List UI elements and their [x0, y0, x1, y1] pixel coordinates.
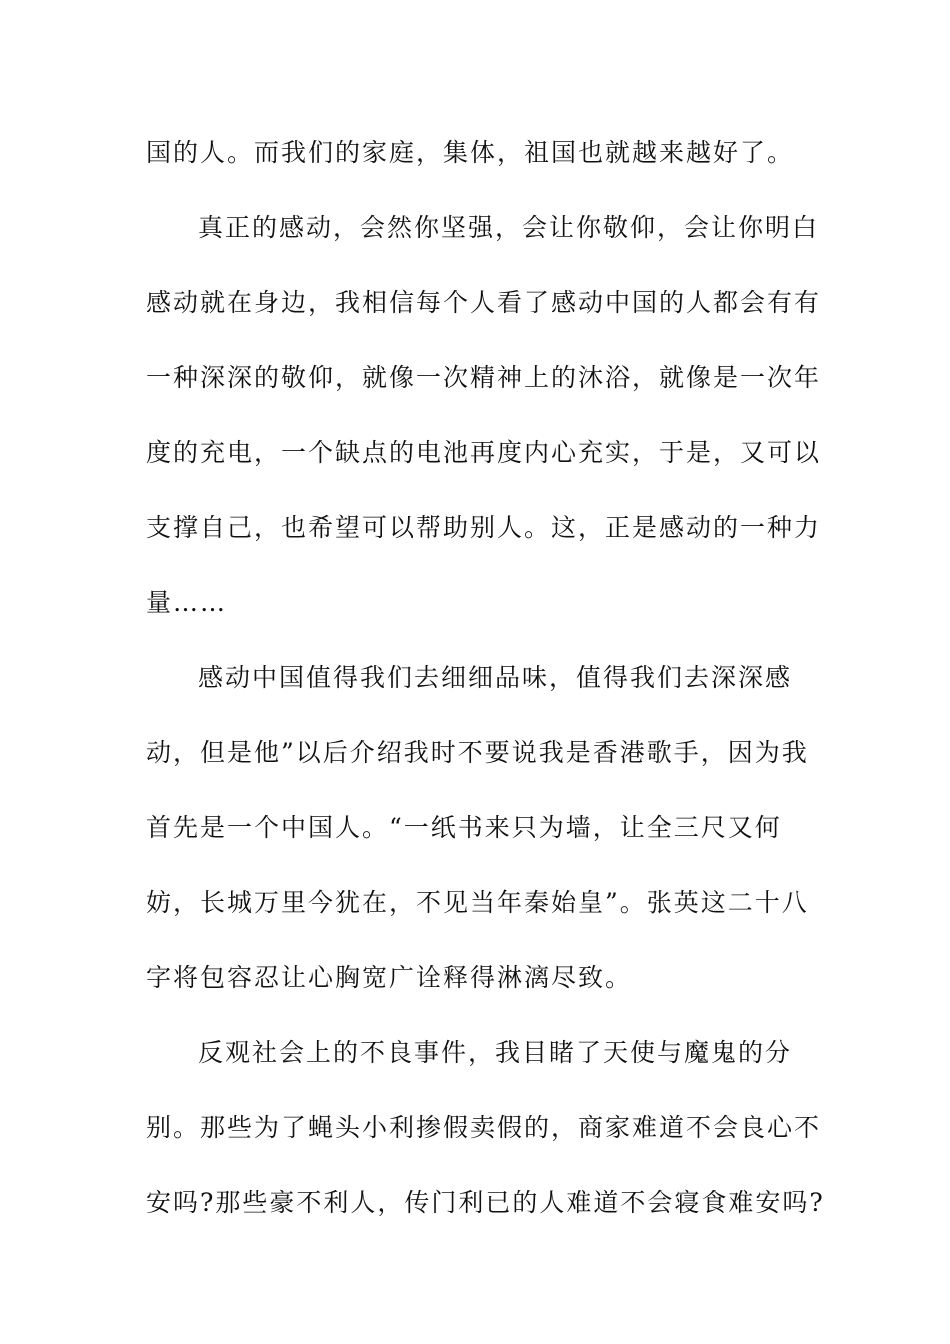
- paragraph-3: [146, 656, 809, 1031]
- text-line: 一种深深的敬仰，就像一次精神上的沐浴，就像是一次年: [146, 363, 822, 392]
- text-line: 感动就在身边，我相信每个人看了感动中国的人都会有有: [146, 288, 822, 317]
- text-line: 国的人。而我们的家庭，集体，祖国也就越来越好了。: [146, 138, 795, 167]
- text-line: 字将包容忍让心胸宽广诠释得淋漓尽致。: [146, 963, 633, 992]
- text-line: 别。那些为了蝇头小利掺假卖假的，商家难道不会良心不: [146, 1113, 822, 1142]
- document-body: [146, 131, 825, 1256]
- text-line: 量……: [146, 588, 228, 617]
- paragraph-2: [146, 206, 822, 656]
- text-line: 度的充电，一个缺点的电池再度内心充实，于是，又可以: [146, 438, 822, 467]
- paragraph-1: [146, 131, 795, 206]
- text-line: 妨，长城万里今犹在，不见当年秦始皇”。张英这二十八: [146, 888, 809, 917]
- text-line: 真正的感动，会然你坚强，会让你敬仰，会让你明白: [198, 213, 820, 242]
- text-line: 感动中国值得我们去细细品味，值得我们去深深感: [198, 663, 793, 692]
- text-line: 反观社会上的不良事件，我目睹了天使与魔鬼的分: [198, 1038, 793, 1067]
- text-line: 支撑自己，也希望可以帮助别人。这，正是感动的一种力: [146, 513, 822, 542]
- paragraph-4: [146, 1031, 825, 1256]
- text-line: 首先是一个中国人。“一纸书来只为墙，让全三尺又何: [146, 813, 782, 842]
- text-line: 安吗?那些豪不利人，传门利已的人难道不会寝食难安吗?: [146, 1188, 825, 1217]
- text-line: 动，但是他”以后介绍我时不要说我是香港歌手，因为我: [146, 738, 809, 767]
